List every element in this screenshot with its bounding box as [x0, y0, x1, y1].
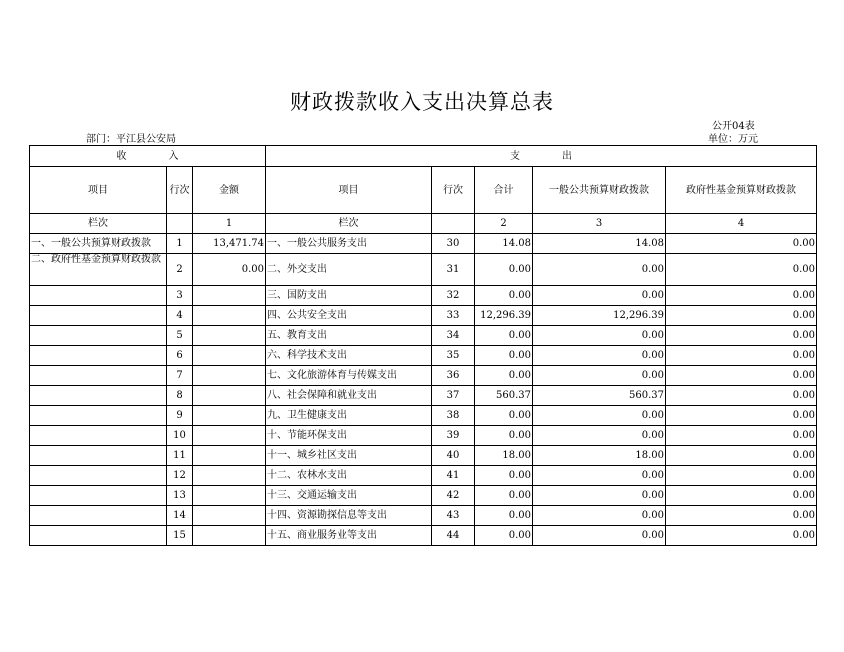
- total-cell: 12,296.39: [475, 306, 533, 326]
- expense-line-no-cell: 42: [432, 486, 475, 506]
- expense-item-cell: 十一、城乡社区支出: [266, 446, 432, 466]
- total-cell: 0.00: [475, 526, 533, 546]
- income-line-no-index: [167, 214, 193, 234]
- expense-line-no-index: [432, 214, 475, 234]
- form-code: 公开04表: [712, 121, 755, 132]
- income-item-cell: [30, 306, 167, 326]
- income-item-cell: [30, 486, 167, 506]
- expense-line-no-cell: 38: [432, 406, 475, 426]
- expense-section-header: 支 出: [266, 146, 817, 167]
- general-budget-cell: 0.00: [533, 346, 666, 366]
- table-row: [30, 286, 817, 306]
- income-amount-cell: [193, 526, 266, 546]
- income-line-no-cell: 15: [167, 526, 193, 546]
- column-header-row: [30, 167, 817, 214]
- total-cell: 0.00: [475, 506, 533, 526]
- table-row: [30, 326, 817, 346]
- total-cell: 0.00: [475, 406, 533, 426]
- total-cell: 0.00: [475, 286, 533, 306]
- total-cell: 0.00: [475, 366, 533, 386]
- general-column-index: 3: [533, 214, 666, 234]
- income-amount-cell: [193, 426, 266, 446]
- general-budget-cell: 560.37: [533, 386, 666, 406]
- budget-summary-table: [29, 145, 817, 546]
- income-amount-cell: [193, 366, 266, 386]
- unit-label: 单位：万元: [708, 134, 758, 145]
- income-line-no-cell: 2: [167, 254, 193, 286]
- general-budget-cell: 0.00: [533, 286, 666, 306]
- expense-item-cell: 五、教育支出: [266, 326, 432, 346]
- gov-fund-cell: 0.00: [666, 466, 817, 486]
- income-line-no-cell: 6: [167, 346, 193, 366]
- general-budget-cell: 0.00: [533, 466, 666, 486]
- expense-line-no-cell: 40: [432, 446, 475, 466]
- income-amount-cell: 0.00: [193, 254, 266, 286]
- gov-fund-cell: 0.00: [666, 326, 817, 346]
- income-amount-cell: [193, 386, 266, 406]
- income-item-cell: [30, 426, 167, 446]
- expense-item-cell: 三、国防支出: [266, 286, 432, 306]
- total-cell: 0.00: [475, 326, 533, 346]
- income-line-no-cell: 12: [167, 466, 193, 486]
- gov-fund-cell: 0.00: [666, 306, 817, 326]
- table-row: [30, 346, 817, 366]
- gov-fund-cell: 0.00: [666, 486, 817, 506]
- expense-item-header: 项目: [266, 167, 432, 214]
- gov-fund-cell: 0.00: [666, 426, 817, 446]
- fund-column-index: 4: [666, 214, 817, 234]
- gov-fund-cell: 0.00: [666, 386, 817, 406]
- income-item-cell: [30, 506, 167, 526]
- department-label: 部门：平江县公安局: [86, 134, 176, 145]
- table-row: [30, 234, 817, 254]
- total-cell: 0.00: [475, 254, 533, 286]
- total-cell: 0.00: [475, 466, 533, 486]
- section-header-row: [30, 146, 817, 167]
- table-row: [30, 406, 817, 426]
- income-amount-cell: [193, 346, 266, 366]
- income-line-no-cell: 10: [167, 426, 193, 446]
- general-budget-cell: 12,296.39: [533, 306, 666, 326]
- expense-line-no-cell: 44: [432, 526, 475, 546]
- expense-item-cell: 一、一般公共服务支出: [266, 234, 432, 254]
- expense-item-cell: 九、卫生健康支出: [266, 406, 432, 426]
- expense-item-cell: 四、公共安全支出: [266, 306, 432, 326]
- table-row: [30, 506, 817, 526]
- total-cell: 0.00: [475, 346, 533, 366]
- income-line-no-cell: 7: [167, 366, 193, 386]
- expense-line-no-cell: 31: [432, 254, 475, 286]
- total-column-index: 2: [475, 214, 533, 234]
- total-cell: 18.00: [475, 446, 533, 466]
- table-row: [30, 526, 817, 546]
- income-amount-header: 金额: [193, 167, 266, 214]
- gov-fund-cell: 0.00: [666, 234, 817, 254]
- gov-fund-cell: 0.00: [666, 506, 817, 526]
- income-line-no-cell: 4: [167, 306, 193, 326]
- gov-fund-cell: 0.00: [666, 366, 817, 386]
- income-line-no-cell: 3: [167, 286, 193, 306]
- expense-item-cell: 七、文化旅游体育与传媒支出: [266, 366, 432, 386]
- general-budget-cell: 0.00: [533, 406, 666, 426]
- income-item-cell: 二、政府性基金预算财政拨款: [30, 254, 167, 286]
- expense-line-no-cell: 30: [432, 234, 475, 254]
- table-row: [30, 426, 817, 446]
- table-row: [30, 366, 817, 386]
- income-amount-cell: [193, 486, 266, 506]
- table-row: [30, 446, 817, 466]
- table-row: [30, 306, 817, 326]
- income-amount-cell: [193, 306, 266, 326]
- column-index-row: [30, 214, 817, 234]
- expense-item-cell: 十五、商业服务业等支出: [266, 526, 432, 546]
- expense-item-cell: 八、社会保障和就业支出: [266, 386, 432, 406]
- table-row: [30, 466, 817, 486]
- expense-item-cell: 二、外交支出: [266, 254, 432, 286]
- income-item-cell: [30, 526, 167, 546]
- income-item-cell: [30, 286, 167, 306]
- general-budget-header: 一般公共预算财政拨款: [533, 167, 666, 214]
- income-amount-cell: [193, 286, 266, 306]
- general-budget-cell: 0.00: [533, 366, 666, 386]
- income-line-no-cell: 14: [167, 506, 193, 526]
- income-line-no-cell: 5: [167, 326, 193, 346]
- total-cell: 560.37: [475, 386, 533, 406]
- expense-line-no-cell: 35: [432, 346, 475, 366]
- expense-line-no-cell: 39: [432, 426, 475, 446]
- page-title: 财政拨款收入支出决算总表: [290, 90, 554, 114]
- expense-line-no-header: 行次: [432, 167, 475, 214]
- expense-item-cell: 十三、交通运输支出: [266, 486, 432, 506]
- general-budget-cell: 18.00: [533, 446, 666, 466]
- table-row: [30, 254, 817, 286]
- income-item-cell: [30, 466, 167, 486]
- expense-column-label: 栏次: [266, 214, 432, 234]
- income-line-no-cell: 9: [167, 406, 193, 426]
- expense-line-no-cell: 36: [432, 366, 475, 386]
- gov-fund-cell: 0.00: [666, 286, 817, 306]
- general-budget-cell: 0.00: [533, 526, 666, 546]
- income-item-header: 项目: [30, 167, 167, 214]
- general-budget-cell: 0.00: [533, 326, 666, 346]
- expense-line-no-cell: 37: [432, 386, 475, 406]
- general-budget-cell: 14.08: [533, 234, 666, 254]
- expense-item-cell: 十四、资源勘探信息等支出: [266, 506, 432, 526]
- expense-line-no-cell: 41: [432, 466, 475, 486]
- income-amount-cell: [193, 406, 266, 426]
- income-amount-cell: [193, 466, 266, 486]
- income-amount-cell: 13,471.74: [193, 234, 266, 254]
- income-item-cell: [30, 446, 167, 466]
- total-header: 合计: [475, 167, 533, 214]
- income-amount-cell: [193, 506, 266, 526]
- income-item-cell: 一、一般公共预算财政拨款: [30, 234, 167, 254]
- general-budget-cell: 0.00: [533, 426, 666, 446]
- expense-item-cell: 十、节能环保支出: [266, 426, 432, 446]
- general-budget-cell: 0.00: [533, 506, 666, 526]
- income-section-header: 收 入: [30, 146, 266, 167]
- gov-fund-cell: 0.00: [666, 346, 817, 366]
- total-cell: 14.08: [475, 234, 533, 254]
- total-cell: 0.00: [475, 426, 533, 446]
- income-line-no-header: 行次: [167, 167, 193, 214]
- general-budget-cell: 0.00: [533, 254, 666, 286]
- table-row: [30, 386, 817, 406]
- income-line-no-cell: 11: [167, 446, 193, 466]
- gov-fund-cell: 0.00: [666, 406, 817, 426]
- income-item-cell: [30, 326, 167, 346]
- income-item-cell: [30, 386, 167, 406]
- income-item-cell: [30, 366, 167, 386]
- income-line-no-cell: 8: [167, 386, 193, 406]
- total-cell: 0.00: [475, 486, 533, 506]
- income-column-label: 栏次: [30, 214, 167, 234]
- gov-fund-cell: 0.00: [666, 446, 817, 466]
- table-row: [30, 486, 817, 506]
- expense-line-no-cell: 43: [432, 506, 475, 526]
- gov-fund-cell: 0.00: [666, 526, 817, 546]
- gov-fund-cell: 0.00: [666, 254, 817, 286]
- amount-column-index: 1: [193, 214, 266, 234]
- expense-line-no-cell: 32: [432, 286, 475, 306]
- income-amount-cell: [193, 326, 266, 346]
- income-item-cell: [30, 406, 167, 426]
- income-line-no-cell: 1: [167, 234, 193, 254]
- gov-fund-header: 政府性基金预算财政拨款: [666, 167, 817, 214]
- expense-line-no-cell: 34: [432, 326, 475, 346]
- expense-item-cell: 十二、农林水支出: [266, 466, 432, 486]
- income-amount-cell: [193, 446, 266, 466]
- expense-line-no-cell: 33: [432, 306, 475, 326]
- general-budget-cell: 0.00: [533, 486, 666, 506]
- expense-item-cell: 六、科学技术支出: [266, 346, 432, 366]
- income-item-cell: [30, 346, 167, 366]
- income-line-no-cell: 13: [167, 486, 193, 506]
